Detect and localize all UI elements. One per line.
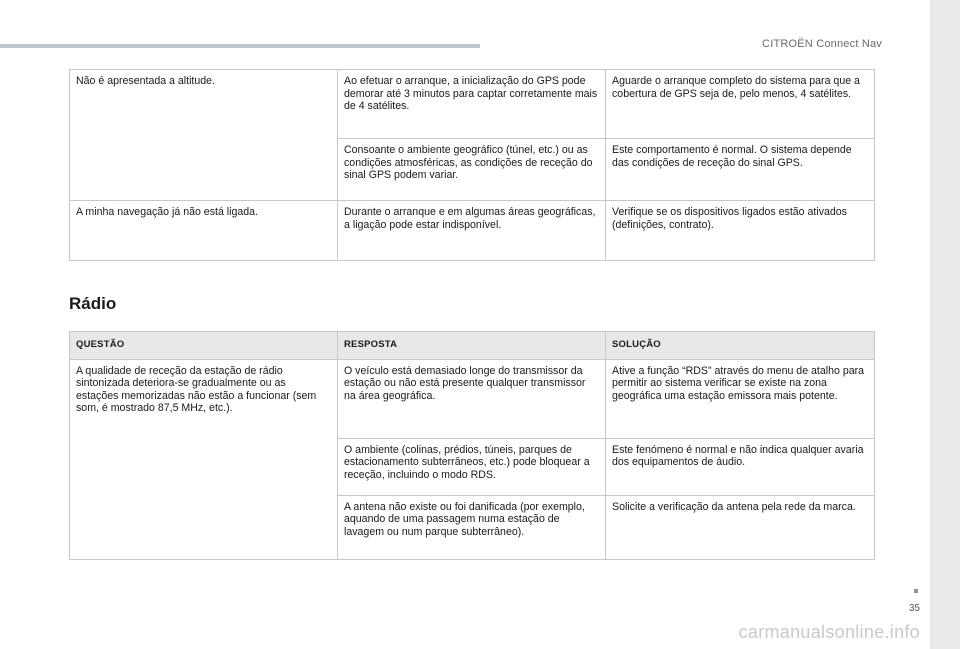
solution-cell: Verifique se os dispositivos ligados estão ativados (definições, contrato). — [606, 201, 875, 261]
answer-cell: O ambiente (colinas, prédios, túneis, parques de estacionamento subterrâneos, etc.) pode bloquear a receção, incluindo o modo RDS. — [338, 438, 606, 495]
table-row — [70, 70, 875, 139]
answer-cell: Consoante o ambiente geográfico (túnel, etc.) ou as condições atmosféricas, as condições de receção do sinal GPS podem variar. — [338, 139, 606, 201]
question-cell: A minha navegação já não está ligada. — [70, 201, 338, 261]
solution-cell: Este comportamento é normal. O sistema depende das condições de receção do sinal GPS. — [606, 139, 875, 201]
solution-cell: Aguarde o arranque completo do sistema para que a cobertura de GPS seja de, pelo menos, 4 satélites. — [606, 70, 875, 139]
answer-cell: A antena não existe ou foi danificada (por exemplo, aquando de uma passagem numa estação de lavagem ou num parque subterrâneo). — [338, 495, 606, 559]
gps-troubleshooting-table — [69, 69, 875, 261]
watermark: carmanualsonline.info — [738, 622, 920, 642]
answer-cell: Ao efetuar o arranque, a inicialização do GPS pode demorar até 3 minutos para captar corretamente mais de 4 satélites. — [338, 70, 606, 139]
page-number: 35 — [908, 603, 920, 614]
table-row — [70, 201, 875, 261]
page-marker — [914, 589, 918, 593]
solution-cell: Solicite a verificação da antena pela rede da marca. — [606, 495, 875, 559]
column-header-question: QUESTÃO — [70, 332, 338, 360]
column-header-solution: SOLUÇÃO — [606, 332, 875, 360]
question-cell: A qualidade de receção da estação de rádio sintonizada deteriora-se gradualmente ou as estações memorizadas não estão a funcionar (sem som, é mostrado 87,5 MHz, etc.). — [70, 359, 338, 559]
solution-cell: Este fenómeno é normal e não indica qualquer avaria dos equipamentos de áudio. — [606, 438, 875, 495]
answer-cell: Durante o arranque e em algumas áreas geográficas, a ligação pode estar indisponível. — [338, 201, 606, 261]
radio-troubleshooting-table — [69, 331, 875, 560]
header-rule — [0, 44, 480, 48]
question-cell: Não é apresentada a altitude. — [70, 70, 338, 201]
answer-cell: O veículo está demasiado longe do transmissor da estação ou não está presente qualquer transmissor na área geográfica. — [338, 359, 606, 438]
table-row — [70, 359, 875, 438]
page-edge-strip — [930, 0, 960, 649]
solution-cell: Ative a função “RDS” através do menu de atalho para permitir ao sistema verificar se existe na zona geográfica uma estação emissora mais potente. — [606, 359, 875, 438]
header-brand: CITROËN Connect Nav — [762, 38, 882, 50]
section-title-radio: Rádio — [69, 294, 117, 313]
table-header-row — [70, 332, 875, 360]
column-header-answer: RESPOSTA — [338, 332, 606, 360]
